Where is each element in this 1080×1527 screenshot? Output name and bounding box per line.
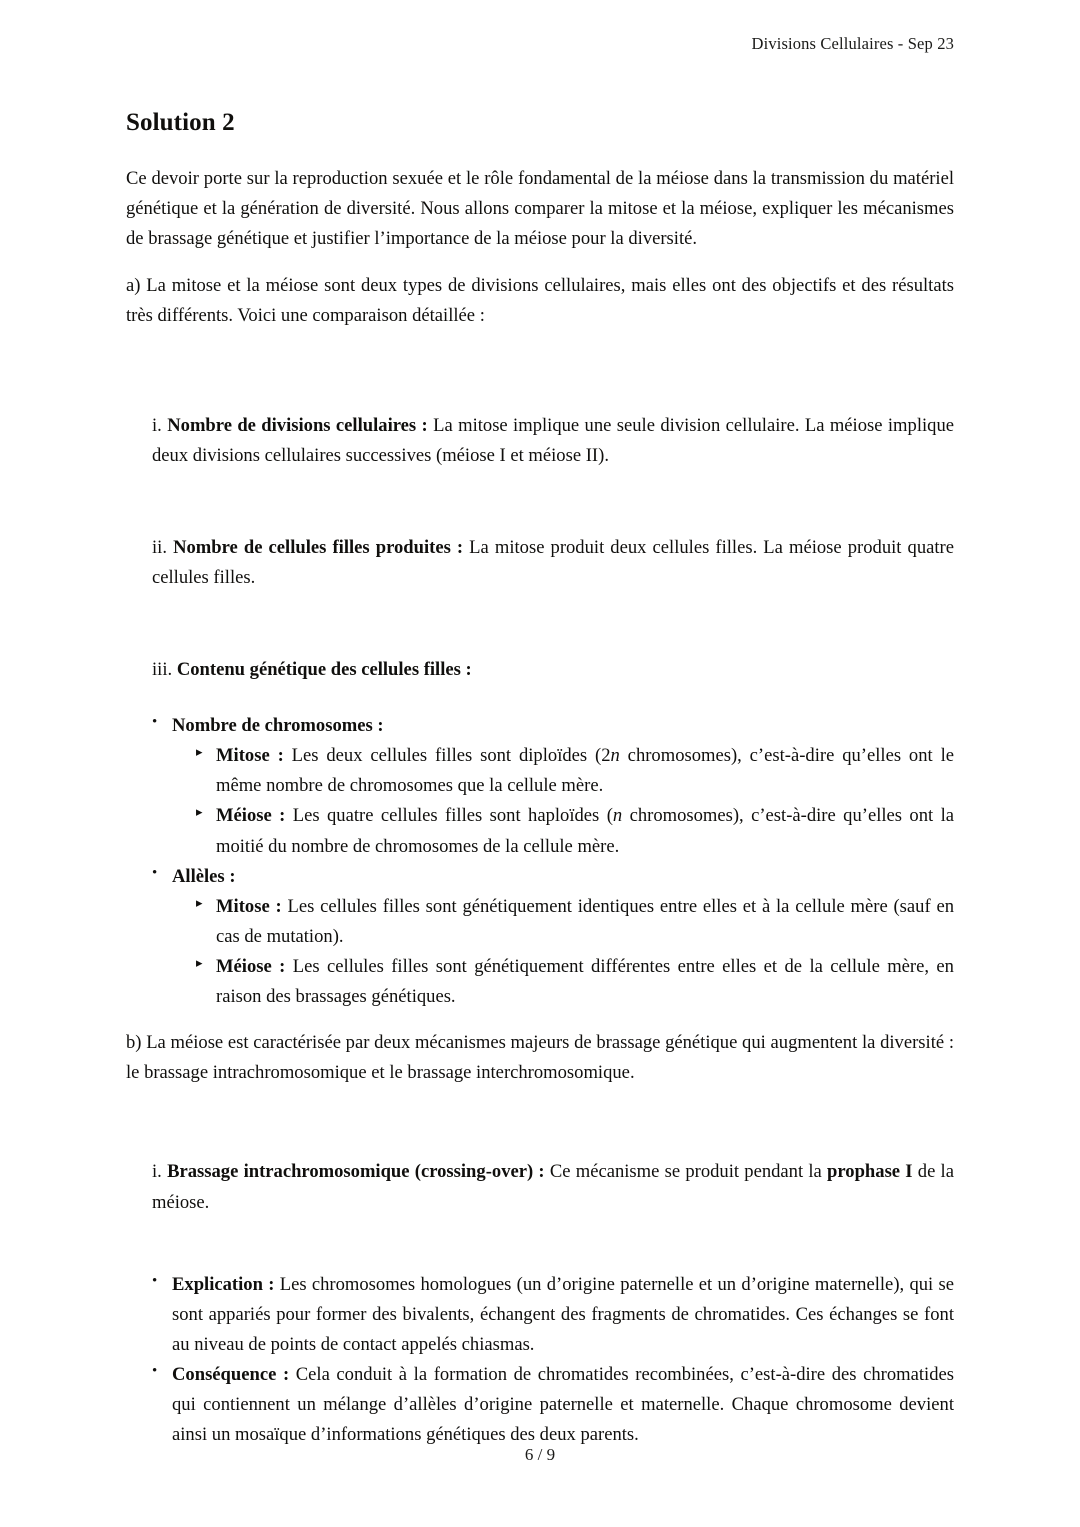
roman-heading: Contenu génétique des cellules filles : (176, 658, 472, 680)
bullet-dot-icon: • (152, 864, 158, 881)
sub-bullet-list (172, 741, 954, 861)
entry-text-after: chromosomes), c’est-à-dire qu’elles ont la moitié du nombre de chromosomes de la cellule mère. (216, 805, 954, 857)
page-number: 6 / 9 (524, 1445, 556, 1464)
spacer (126, 349, 954, 411)
list-item-alleles (150, 862, 954, 1013)
group-label: Nombre de chromosomes : (172, 715, 384, 737)
page-content (126, 108, 954, 1450)
entry-label: Méiose : (216, 805, 286, 827)
list-item-meiose (194, 801, 954, 861)
intro-paragraph: Ce devoir porte sur la reproduction sexuée et le rôle fondamental de la méiose dans la transmission du matériel génétique et la génération de diversité. Nous allons comparer la mitose et la méiose, expliquer les mécanismes de brassage génétique et justifier l’importance de la méiose pour la diversité. (126, 168, 954, 250)
bullet-triangle-icon: ▸ (196, 804, 203, 820)
list-item-consequence (150, 1360, 954, 1450)
bullet-content (172, 1270, 954, 1360)
bullet-triangle-icon: ▸ (196, 954, 203, 970)
math-variable: n (610, 745, 620, 767)
roman-text-before: Ce mécanisme se produit pendant la (549, 1161, 828, 1183)
list-item-meiose (194, 952, 954, 1012)
roman-text-after: de la méiose. (152, 1161, 954, 1213)
roman-number: ii. (152, 536, 167, 558)
spacer (126, 1012, 954, 1028)
list-item-nombre-de-chromosomes (150, 711, 954, 862)
entry-text-after: chromosomes), c’est-à-dire qu’elles ont le même nombre de chromosomes que la cellule mère. (216, 745, 954, 797)
entry-label: Mitose : (216, 895, 282, 917)
part-b-lead-paragraph: b) La méiose est caractérisée par deux mécanismes majeurs de brassage génétique qui augmentent la diversité : le brassage intrachromosomique et le brassage interchromosomique. (126, 1032, 954, 1084)
comparison-bullet-list (126, 711, 954, 1012)
spacer (126, 685, 954, 711)
roman-emphasis: prophase I (827, 1161, 913, 1183)
roman-number: i. (152, 414, 162, 436)
roman-heading: Nombre de cellules filles produites : (173, 536, 464, 558)
entry-text-before: Les deux cellules filles sont diploïdes (2 (291, 745, 611, 767)
entry-text: Les cellules filles sont génétiquement identiques entre elles et à la cellule mère (sauf en cas de mutation). (216, 895, 954, 947)
bullet-dot-icon: • (152, 1363, 158, 1380)
entry-label: Mitose : (216, 745, 284, 767)
bullet-text: Les chromosomes homologues (un d’origine paternelle et un d’origine maternelle), qui se sont appariés pour former des bivalents, échangent des fragments de chromatides. Ces échanges se font au niveau de points de contact appelés chiasmas. (172, 1273, 955, 1355)
roman-item-iii (152, 655, 954, 685)
page-title: Solution 2 (126, 109, 235, 136)
list-item-explication (150, 1270, 954, 1360)
roman-item-ii (152, 533, 954, 593)
bullet-dot-icon: • (152, 1272, 158, 1289)
roman-item-i (152, 411, 954, 471)
roman-text: La mitose produit deux cellules filles. La méiose produit quatre cellules filles. (152, 536, 954, 588)
entry-label: Méiose : (216, 955, 286, 977)
part-a-lead-paragraph: a) La mitose et la méiose sont deux types de divisions cellulaires, mais elles ont des objectifs et des résultats très différents. Voici une comparaison détaillée : (126, 275, 954, 327)
entry-text: Les cellules filles sont génétiquement différentes entre elles et de la cellule mère, en raison des brassages génétiques. (216, 955, 954, 1008)
roman-number: iii. (152, 658, 173, 680)
group-label: Allèles : (172, 865, 236, 887)
roman-heading: Nombre de divisions cellulaires : (167, 414, 428, 436)
spacer (126, 1105, 954, 1157)
entry-text-before: Les quatre cellules filles sont haploïdes ( (292, 805, 613, 827)
bullet-content (172, 1360, 954, 1450)
spacer (126, 1218, 954, 1270)
sub-bullet-list (172, 892, 954, 1012)
bullet-label: Explication : (172, 1273, 275, 1295)
bullet-dot-icon: • (152, 714, 158, 731)
bullet-text: Cela conduit à la formation de chromatides recombinées, c’est-à-dire des chromatides qui contiennent un mélange d’allèles d’origine paternelle et maternelle. Chaque chromosome devient ainsi un mosaïque d’informations génétiques des deux parents. (172, 1363, 954, 1446)
list-item-mitose (194, 892, 954, 952)
roman-item-brassage-intrachromosomique (152, 1157, 954, 1217)
spacer (126, 593, 954, 655)
brassage-bullet-list (126, 1270, 954, 1451)
bullet-triangle-icon: ▸ (196, 894, 203, 910)
roman-heading: Brassage intrachromosomique (crossing-over) : (167, 1161, 545, 1183)
roman-number: i. (152, 1161, 162, 1183)
math-variable: n (612, 805, 623, 827)
bullet-label: Conséquence : (172, 1363, 290, 1385)
spacer (126, 471, 954, 533)
running-header: Divisions Cellulaires - Sep 23 (751, 34, 954, 53)
roman-text: La mitose implique une seule division cellulaire. La méiose implique deux divisions cellulaires successives (méiose I et méiose II). (152, 414, 954, 466)
bullet-triangle-icon: ▸ (196, 743, 203, 759)
list-item-mitose (194, 741, 954, 801)
